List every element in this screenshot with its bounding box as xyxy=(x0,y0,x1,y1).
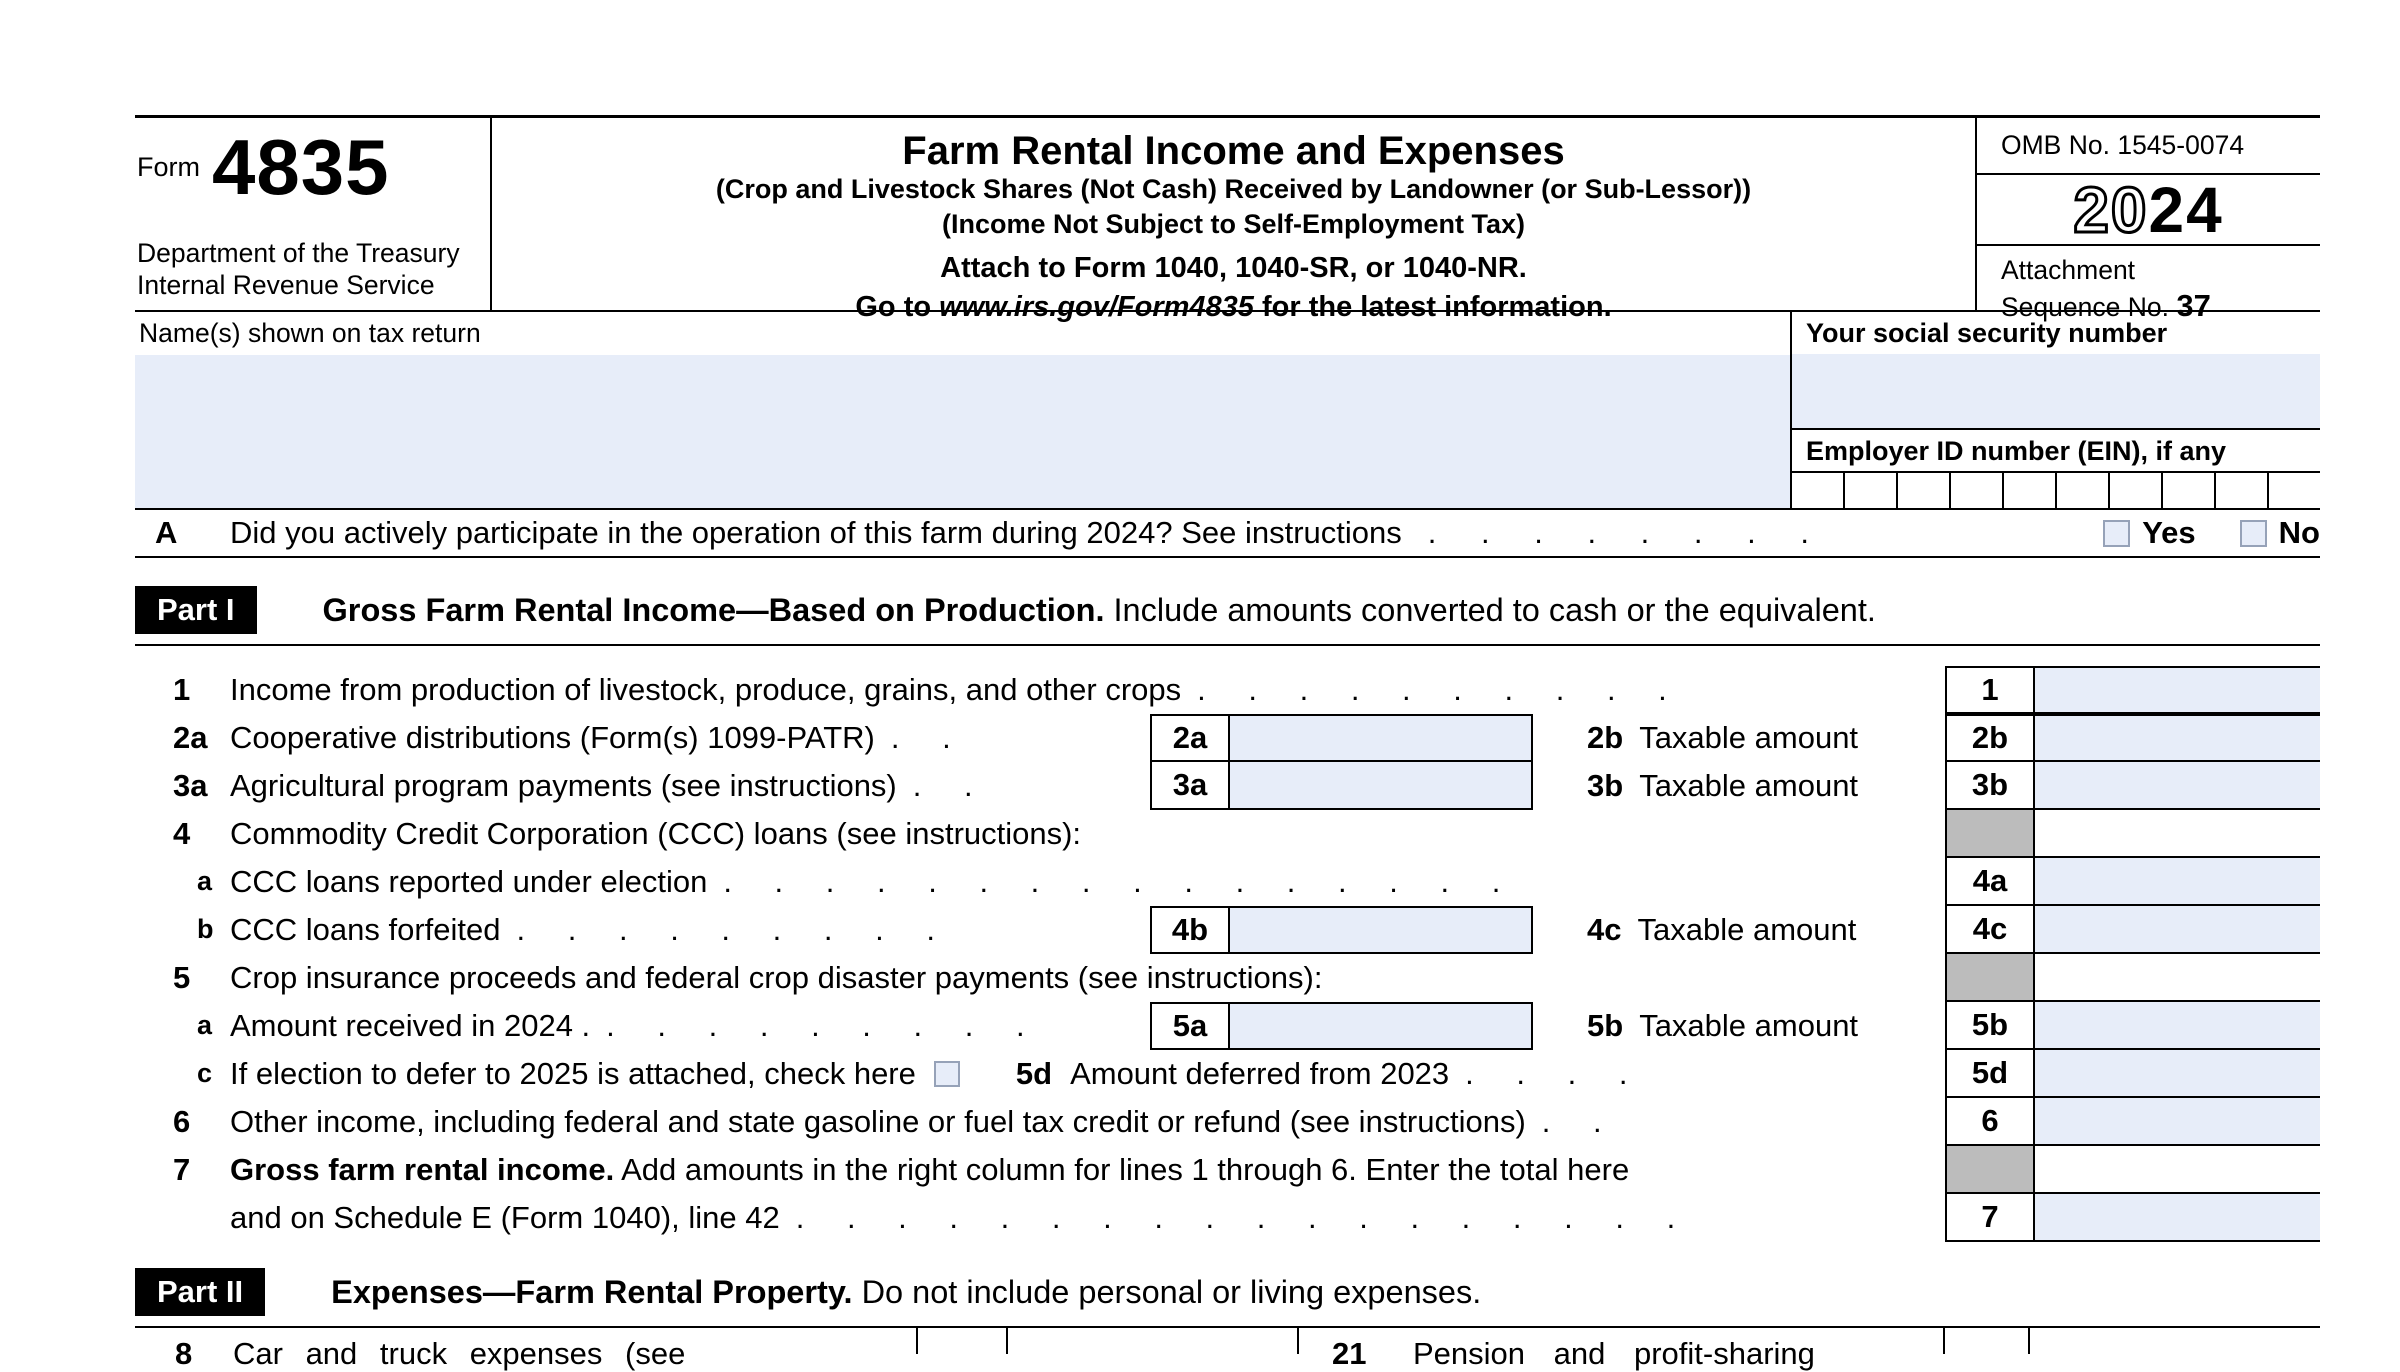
line-4b-box: 4b xyxy=(1150,906,1230,954)
line-4a-box: 4a xyxy=(1945,858,2035,906)
line-description xyxy=(230,1152,1945,1188)
ein-digit-cell[interactable] xyxy=(2002,473,2055,508)
form-word: Form xyxy=(137,151,200,182)
line-5b-box: 5b xyxy=(1945,1002,2035,1050)
line-number: 3a xyxy=(173,768,208,803)
line-3b-number: 3b xyxy=(1587,768,1624,803)
line-5-non-entry-cell xyxy=(2035,954,2320,1002)
line-5-shaded-cell xyxy=(1945,954,2035,1002)
line-5d-text: Amount deferred from 2023 xyxy=(1070,1056,1450,1091)
part1-title-rest: Include amounts converted to cash or the equivalent. xyxy=(1104,591,1876,628)
attachment-line1: Attachment xyxy=(2001,255,2136,286)
line-5c-text: If election to defer to 2025 is attached, check here xyxy=(230,1056,916,1091)
department-lines xyxy=(137,238,484,302)
goto-suffix: for the latest information. xyxy=(1253,291,1612,324)
line-1-amount-field[interactable] xyxy=(2035,666,2320,714)
dot-leader: . . xyxy=(1541,1104,1603,1139)
part2-header xyxy=(135,1268,2320,1328)
line-3b-label xyxy=(1533,768,1945,804)
line-6-text: Other income, including federal and state gasoline or fuel tax credit or refund (see instructions) xyxy=(230,1104,1526,1139)
column-divider xyxy=(1943,1328,1945,1354)
line-5b-amount-field[interactable] xyxy=(2035,1002,2320,1050)
taxable-amount-label: Taxable amount xyxy=(1639,768,1859,803)
line-4c-label xyxy=(1533,912,1945,948)
line-number: 2a xyxy=(173,720,208,755)
part2-title xyxy=(331,1274,1481,1311)
line-3a-text: Agricultural program payments (see instructions) xyxy=(230,768,897,803)
line-number: 1 xyxy=(173,672,191,707)
part1-title-bold: Gross Farm Rental Income—Based on Production. xyxy=(322,591,1105,628)
line-5a-amount-field[interactable] xyxy=(1230,1002,1533,1050)
form-subtitle-2: (Income Not Subject to Self-Employment Tax) xyxy=(941,209,1526,240)
form-header-right xyxy=(1977,118,2320,324)
line-a-letter: A xyxy=(155,515,178,550)
irs-url: www.irs.gov/Form4835 xyxy=(939,291,1254,324)
line-6-box: 6 xyxy=(1945,1098,2035,1146)
ein-digit-cell[interactable] xyxy=(1792,473,1843,508)
form-subtitle-1: (Crop and Livestock Shares (Not Cash) Received by Landowner (or Sub-Lessor)) xyxy=(715,174,1752,204)
taxable-amount-label: Taxable amount xyxy=(1637,912,1857,947)
line-description xyxy=(230,1104,1945,1140)
line-description xyxy=(230,1056,1945,1092)
ssn-field[interactable] xyxy=(1792,354,2320,430)
name-block xyxy=(135,312,1790,508)
line-4c-amount-field[interactable] xyxy=(2035,906,2320,954)
line-1-text: Income from production of livestock, produce, grains, and other crops xyxy=(230,672,1182,707)
goto-prefix: Go to xyxy=(855,291,940,324)
sequence-number: 37 xyxy=(2176,288,2211,324)
department-line2: Internal Revenue Service xyxy=(137,270,435,301)
defer-election-checkbox[interactable] xyxy=(934,1061,960,1087)
table-row-line-4a xyxy=(135,858,2320,906)
part2-badge: Part II xyxy=(135,1268,265,1316)
dot-leader: . . . . . . . . . . xyxy=(1197,672,1668,707)
line-5a-box: 5a xyxy=(1150,1002,1230,1050)
line-letter: c xyxy=(197,1058,213,1089)
line-letter: b xyxy=(197,914,214,945)
line-1-box: 1 xyxy=(1945,666,2035,714)
sequence-label: Sequence No. xyxy=(2001,292,2177,323)
no-label: No xyxy=(2278,515,2320,550)
column-divider xyxy=(916,1328,918,1354)
line-description xyxy=(230,864,1945,900)
line-5a-text: Amount received in 2024 . xyxy=(230,1008,591,1043)
line-7-box: 7 xyxy=(1945,1194,2035,1242)
line-2a-text: Cooperative distributions (Form(s) 1099-PATR) xyxy=(230,720,875,755)
line-description xyxy=(230,816,1945,852)
form-header-center xyxy=(490,118,1977,324)
identity-section xyxy=(135,310,2320,510)
table-row-line-7-continued xyxy=(135,1194,2320,1242)
dot-leader: . . . . . . . . . . . . . . . . . . xyxy=(795,1200,1677,1235)
line-4c-number: 4c xyxy=(1587,912,1622,947)
ssn-label: Your social security number xyxy=(1806,318,2168,348)
ein-digit-cell[interactable] xyxy=(1949,473,2002,508)
column-divider xyxy=(1006,1328,1008,1354)
ein-field[interactable] xyxy=(1792,471,2320,508)
line-4b-text: CCC loans forfeited xyxy=(230,912,501,947)
form-header-left xyxy=(135,118,490,310)
form-4835 xyxy=(135,115,2320,1371)
table-row-line-5 xyxy=(135,954,2320,1002)
line-5b-number: 5b xyxy=(1587,1008,1624,1043)
ein-digit-cell[interactable] xyxy=(2214,473,2267,508)
table-row-line-4b xyxy=(135,906,2320,954)
part1-title xyxy=(323,592,1876,629)
name-label: Name(s) shown on tax return xyxy=(139,318,481,348)
ein-digit-cell[interactable] xyxy=(2267,473,2320,508)
dot-leader: . . xyxy=(912,768,974,803)
name-field[interactable] xyxy=(135,355,1790,508)
line-7-amount-field[interactable] xyxy=(2035,1194,2320,1242)
line-a-row xyxy=(135,510,2320,558)
line-description xyxy=(230,912,1150,948)
form-title: Farm Rental Income and Expenses xyxy=(902,129,1565,173)
line-description xyxy=(230,1008,1150,1044)
line-3a-amount-field[interactable] xyxy=(1230,762,1533,810)
table-row-line-6 xyxy=(135,1098,2320,1146)
department-line1: Department of the Treasury xyxy=(137,238,460,269)
line-7-bold-text: Gross farm rental income. xyxy=(230,1152,615,1187)
part1-rows xyxy=(135,646,2320,1242)
line-description xyxy=(230,960,1945,996)
line-3b-amount-field[interactable] xyxy=(2035,762,2320,810)
line-5-text: Crop insurance proceeds and federal crop disaster payments (see instructions): xyxy=(230,960,1323,995)
line-5b-label xyxy=(1533,1008,1945,1044)
line-21-text: Pension and profit-sharing xyxy=(1413,1336,1815,1371)
line-2a-amount-field[interactable] xyxy=(1230,714,1533,762)
year-outline: 20 xyxy=(2073,174,2149,246)
line-2b-box: 2b xyxy=(1945,714,2035,762)
line-6-amount-field[interactable] xyxy=(2035,1098,2320,1146)
table-row-line-1 xyxy=(135,666,2320,714)
part2-table-clipped xyxy=(135,1328,2320,1371)
table-row-line-2a xyxy=(135,714,2320,762)
ein-digit-cell[interactable] xyxy=(2055,473,2108,508)
line-7-non-entry-cell xyxy=(2035,1146,2320,1194)
line-3b-box: 3b xyxy=(1945,762,2035,810)
line-8-number: 8 xyxy=(175,1336,193,1371)
line-7-shaded-cell xyxy=(1945,1146,2035,1194)
part2-title-rest: Do not include personal or living expenses. xyxy=(852,1273,1482,1310)
table-row-line-5c xyxy=(135,1050,2320,1098)
line-description xyxy=(230,768,1150,804)
ein-digit-cell[interactable] xyxy=(1896,473,1949,508)
line-5d-box: 5d xyxy=(1945,1050,2035,1098)
line-5d-number: 5d xyxy=(1015,1056,1053,1091)
year-solid: 24 xyxy=(2148,174,2224,246)
taxable-amount-label: Taxable amount xyxy=(1639,720,1859,755)
dot-leader: . . . . . . . . . . . . . . . . xyxy=(723,864,1502,899)
line-description xyxy=(230,672,1945,708)
dot-leader: . . . . xyxy=(1465,1056,1629,1091)
ein-label: Employer ID number (EIN), if any xyxy=(1806,436,2227,466)
omb-number: OMB No. 1545-0074 xyxy=(1977,118,2320,175)
table-row-line-5a xyxy=(135,1002,2320,1050)
line-4a-amount-field[interactable] xyxy=(2035,858,2320,906)
no-checkbox[interactable] xyxy=(2240,520,2267,547)
line-21-number: 21 xyxy=(1332,1336,1367,1371)
ein-digit-cell[interactable] xyxy=(2161,473,2214,508)
line-4a-text: CCC loans reported under election xyxy=(230,864,708,899)
line-8-text: Car and truck expenses (see xyxy=(233,1336,686,1371)
line-4b-amount-field[interactable] xyxy=(1230,906,1533,954)
line-letter: a xyxy=(197,866,213,897)
column-divider xyxy=(2028,1328,2030,1354)
line-2a-box: 2a xyxy=(1150,714,1230,762)
yes-label: Yes xyxy=(2142,515,2196,550)
line-2b-amount-field[interactable] xyxy=(2035,714,2320,762)
line-a-dot-leader: . . . . . . . . xyxy=(1427,515,1810,550)
line-number: 4 xyxy=(173,816,191,851)
line-7-text-2: and on Schedule E (Form 1040), line 42 xyxy=(230,1200,780,1235)
ein-digit-cell[interactable] xyxy=(1843,473,1896,508)
table-row-line-4 xyxy=(135,810,2320,858)
form-number: 4835 xyxy=(212,123,390,211)
line-4c-box: 4c xyxy=(1945,906,2035,954)
line-4-text: Commodity Credit Corporation (CCC) loans (see instructions): xyxy=(230,816,1082,851)
line-2b-label xyxy=(1533,720,1945,756)
line-7-text: Add amounts in the right column for lines 1 through 6. Enter the total here xyxy=(614,1152,1630,1187)
dot-leader: . . xyxy=(890,720,952,755)
column-divider xyxy=(1297,1328,1299,1354)
part2-title-bold: Expenses—Farm Rental Property. xyxy=(331,1273,853,1310)
ein-digit-cell[interactable] xyxy=(2108,473,2161,508)
table-row-line-3a xyxy=(135,762,2320,810)
yes-checkbox[interactable] xyxy=(2103,520,2130,547)
dot-leader: . . . . . . . . . xyxy=(606,1008,1026,1043)
id-numbers-block xyxy=(1790,312,2320,508)
part1-badge: Part I xyxy=(135,586,257,634)
tax-year xyxy=(1977,175,2320,246)
line-description xyxy=(230,720,1150,756)
line-3a-box: 3a xyxy=(1150,762,1230,810)
line-number: 6 xyxy=(173,1104,191,1139)
line-number: 5 xyxy=(173,960,191,995)
form-header xyxy=(135,115,2320,324)
table-row-line-7 xyxy=(135,1146,2320,1194)
line-4-shaded-cell xyxy=(1945,810,2035,858)
line-2b-number: 2b xyxy=(1587,720,1624,755)
part1-header xyxy=(135,586,2320,646)
line-letter: a xyxy=(197,1010,213,1041)
taxable-amount-label: Taxable amount xyxy=(1639,1008,1859,1043)
line-number: 7 xyxy=(173,1152,191,1187)
dot-leader: . . . . . . . . . xyxy=(516,912,936,947)
line-5d-amount-field[interactable] xyxy=(2035,1050,2320,1098)
line-description xyxy=(230,1200,1945,1236)
line-4-non-entry-cell xyxy=(2035,810,2320,858)
form-number-block xyxy=(137,123,484,211)
line-a-text: Did you actively participate in the operation of this farm during 2024? See instructions xyxy=(230,515,1402,550)
attach-instruction: Attach to Form 1040, 1040-SR, or 1040-NR. xyxy=(940,252,1527,285)
